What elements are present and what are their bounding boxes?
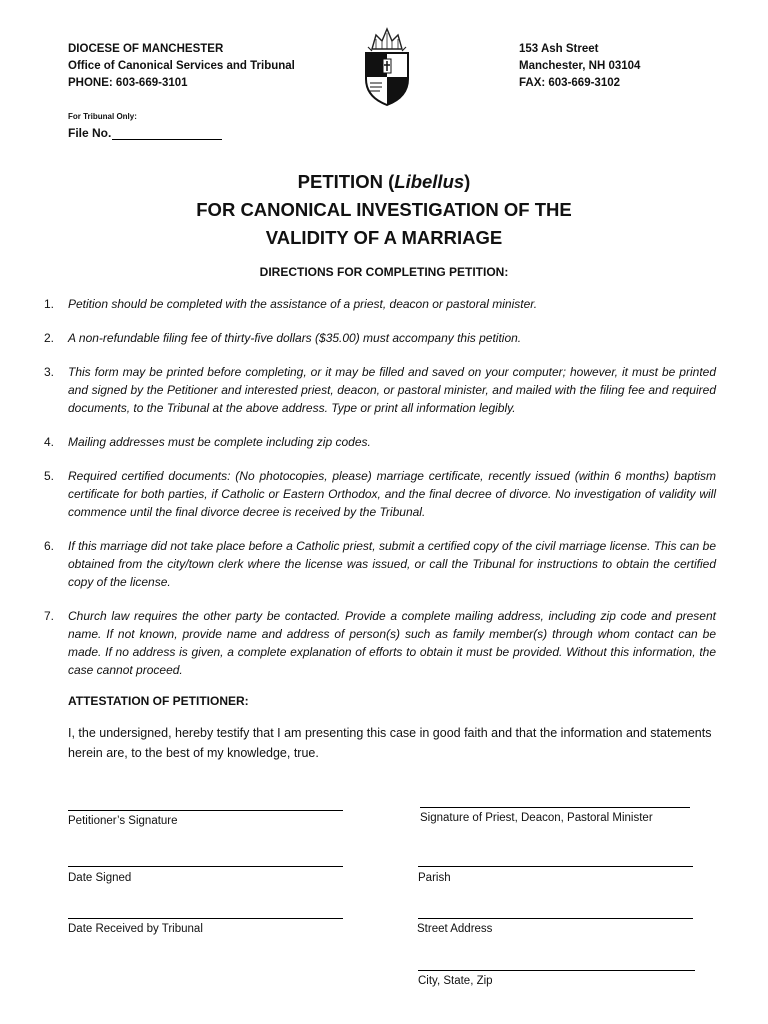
direction-item: 7. Church law requires the other party be contacted. Provide a complete mailing address, including zip code and present name. If not known, provide name and address of person(s) such as family member(s) through whom contact can be made. If no address is given, a complete explanation of efforts to obtain it must be provided. Without this information, the case cannot proceed. bbox=[44, 609, 716, 677]
date-received-label: Date Received by Tribunal bbox=[68, 923, 203, 935]
title-line-2: FOR CANONICAL INVESTIGATION OF THE bbox=[196, 199, 572, 220]
direction-item: 5. Required certified documents: (No photocopies, please) marriage certificate, recently issued (within 6 months) baptism certificate for both parties, if Catholic or Eastern Orthodox, and the final decree of divorce. No investigation of validity will commence until the final divorce decree is received by the Tribunal. bbox=[44, 469, 716, 519]
direction-item: 3. This form may be printed before completing, or it may be filled and saved on your computer; however, it must be printed and signed by the Petitioner and interested priest, deacon, or pastoral minister, and mailed with the filing fee and required documents, to the Tribunal at the above address. Type or print all information legibly. bbox=[44, 365, 716, 415]
priest-signature-line[interactable] bbox=[420, 807, 690, 808]
date-received-line[interactable] bbox=[68, 918, 343, 919]
direction-item: 6. If this marriage did not take place before a Catholic priest, submit a certified copy of the civil marriage license. This can be obtained from the city/town clerk where the license was issued, or call the Tribunal for instructions to obtain the certified copy of the license. bbox=[44, 539, 716, 589]
attestation-heading: ATTESTATION OF PETITIONER: bbox=[68, 694, 249, 708]
directions-list bbox=[44, 295, 716, 679]
date-signed-line[interactable] bbox=[68, 866, 343, 867]
direction-item: 2. A non-refundable filing fee of thirty-five dollars ($35.00) must accompany this petition. bbox=[44, 331, 522, 345]
diocese-contact-block bbox=[68, 41, 295, 92]
office-name: Office of Canonical Services and Tribunal bbox=[68, 60, 295, 72]
file-number-blank[interactable] bbox=[112, 126, 222, 140]
phone-number: PHONE: 603-669-3101 bbox=[68, 77, 188, 89]
title-line-3: VALIDITY OF A MARRIAGE bbox=[265, 227, 503, 248]
title-libellus: Libellus bbox=[394, 171, 465, 192]
city-state-zip-label: City, State, Zip bbox=[418, 975, 493, 987]
diocesan-coat-of-arms-icon bbox=[362, 25, 412, 107]
street-address-label: Street Address bbox=[417, 923, 493, 935]
direction-item: 1. Petition should be completed with the assistance of a priest, deacon or pastoral minister. bbox=[44, 297, 538, 311]
street-address-line[interactable] bbox=[418, 918, 693, 919]
title-line-1: PETITION (Libellus) bbox=[297, 171, 471, 192]
address-block bbox=[519, 41, 640, 92]
city-line: Manchester, NH 03104 bbox=[519, 60, 641, 72]
file-number-label: File No. bbox=[68, 126, 112, 140]
petitioner-signature-line[interactable] bbox=[68, 810, 343, 811]
priest-signature-label: Signature of Priest, Deacon, Pastoral Minister bbox=[420, 812, 653, 824]
street-line: 153 Ash Street bbox=[519, 43, 599, 55]
direction-item: 4. Mailing addresses must be complete including zip codes. bbox=[44, 435, 371, 449]
parish-line[interactable] bbox=[418, 866, 693, 867]
for-tribunal-only-label: For Tribunal Only: bbox=[68, 112, 137, 121]
fax-number: FAX: 603-669-3102 bbox=[519, 77, 621, 89]
petitioner-signature-label: Petitioner’s Signature bbox=[68, 815, 178, 827]
directions-heading: DIRECTIONS FOR COMPLETING PETITION: bbox=[259, 265, 509, 279]
page-title bbox=[0, 168, 768, 252]
city-state-zip-line[interactable] bbox=[418, 970, 695, 971]
date-signed-label: Date Signed bbox=[68, 872, 132, 884]
file-number-field[interactable] bbox=[68, 126, 222, 140]
attestation-statement: I, the undersigned, hereby testify that I am presenting this case in good faith and that the information and statements herein are, to the best of my knowledge, true. bbox=[68, 726, 712, 760]
diocese-name: DIOCESE OF MANCHESTER bbox=[68, 43, 224, 55]
parish-label: Parish bbox=[418, 872, 451, 884]
